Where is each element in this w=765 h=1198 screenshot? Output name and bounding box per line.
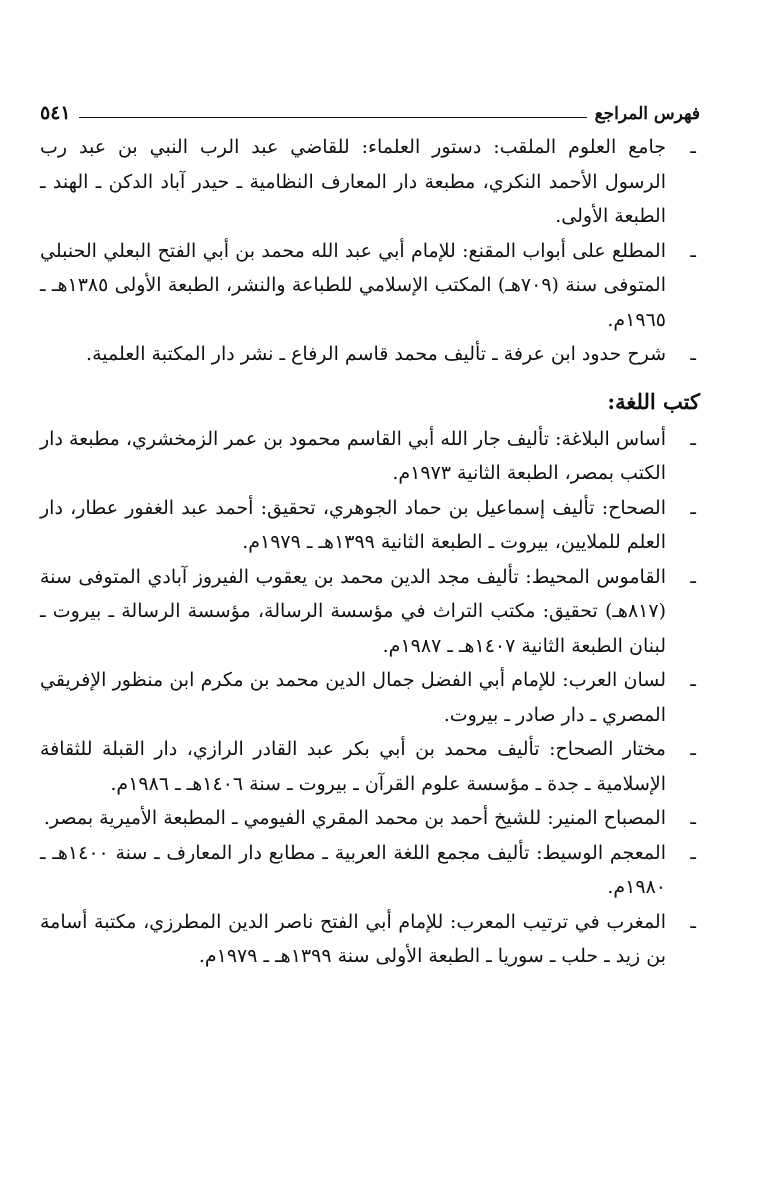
page-number: ٥٤١ (40, 102, 71, 124)
references-list-language (40, 422, 700, 974)
list-bullet: ـ (690, 565, 696, 588)
list-bullet: ـ (690, 239, 696, 262)
list-bullet: ـ (690, 841, 696, 864)
reference-text: المغرب في ترتيب المعرب: للإمام أبي الفتح ناصر الدين المطرزي، مكتبة أسامة بن زيد ـ حلب ـ سوريا ـ الطبعة الأولى سنة ١٣٩٩هـ ـ ١٩٧٩م. (40, 910, 666, 967)
reference-text: المصباح المنير: للشيخ أحمد بن محمد المقري الفيومي ـ المطبعة الأميرية بمصر. (43, 807, 666, 829)
document-page (40, 90, 700, 974)
list-bullet: ـ (690, 343, 696, 365)
reference-text: شرح حدود ابن عرفة ـ تأليف محمد قاسم الرفاع ـ نشر دار المكتبة العلمية. (86, 343, 666, 365)
page-header (40, 90, 700, 124)
reference-text: لسان العرب: للإمام أبي الفضل جمال الدين محمد بن مكرم ابن منظور الإفريقي المصري ـ دار صادر ـ بيروت. (40, 669, 666, 726)
list-bullet: ـ (690, 427, 696, 450)
list-bullet: ـ (690, 807, 696, 829)
reference-entry (40, 801, 700, 836)
reference-entry (40, 663, 700, 732)
reference-entry (40, 491, 700, 560)
reference-text: الصحاح: تأليف إسماعيل بن حماد الجوهري، تحقيق: أحمد عبد الغفور عطار، دار العلم للملايين، بيروت ـ الطبعة الثانية ١٣٩٩هـ ـ ١٩٧٩م. (40, 496, 666, 553)
list-bullet: ـ (690, 738, 696, 760)
reference-text: المعجم الوسيط: تأليف مجمع اللغة العربية ـ مطابع دار المعارف ـ سنة ١٤٠٠هـ ـ ١٩٨٠م. (40, 841, 666, 898)
reference-text: مختار الصحاح: تأليف محمد بن أبي بكر عبد القادر الرازي، دار القبلة للثقافة الإسلامية ـ جدة ـ مؤسسة علوم القرآن ـ بيروت ـ سنة ١٤٠٦هـ ـ ١٩٨٦م. (40, 738, 666, 795)
reference-entry (40, 422, 700, 491)
reference-entry (40, 732, 700, 801)
reference-entry (40, 234, 700, 338)
reference-entry (40, 836, 700, 905)
section-heading: كتب اللغة: (607, 388, 700, 414)
reference-entry (40, 337, 700, 372)
list-bullet: ـ (690, 136, 696, 158)
list-bullet: ـ (690, 496, 696, 519)
reference-text: المطلع على أبواب المقنع: للإمام أبي عبد الله محمد بن أبي الفتح البعلي الحنبلي المتوفى سنة (٧٠٩هـ) المكتب الإسلامي للطباعة والنشر، الطبعة الأولى ١٣٨٥هـ ـ ١٩٦٥م. (40, 239, 666, 331)
running-title: فهرس المراجع (594, 104, 700, 124)
reference-text: جامع العلوم الملقب: دستور العلماء: للقاضي عبد الرب النبي بن عبد رب الرسول الأحمد النكري، مطبعة دار المعارف النظامية ـ حيدر آباد الدكن ـ الهند ـ الطبعة الأولى. (40, 136, 666, 227)
reference-text: القاموس المحيط: تأليف مجد الدين محمد بن يعقوب الفيروز آبادي المتوفى سنة (٨١٧هـ) تحقيق: مكتب التراث في مؤسسة الرسالة، مؤسسة الرسالة ـ بيروت ـ لبنان الطبعة الثانية ١٤٠٧هـ ـ ١٩٨٧م. (40, 565, 666, 657)
list-bullet: ـ (690, 669, 696, 691)
reference-entry (40, 560, 700, 664)
list-bullet: ـ (690, 910, 696, 933)
reference-text: أساس البلاغة: تأليف جار الله أبي القاسم محمود بن عمر الزمخشري، مطبعة دار الكتب بمصر، الطبعة الثانية ١٩٧٣م. (40, 427, 666, 484)
header-rule (79, 117, 587, 118)
references-list-general (40, 130, 700, 372)
reference-entry (40, 905, 700, 974)
reference-entry (40, 130, 700, 234)
